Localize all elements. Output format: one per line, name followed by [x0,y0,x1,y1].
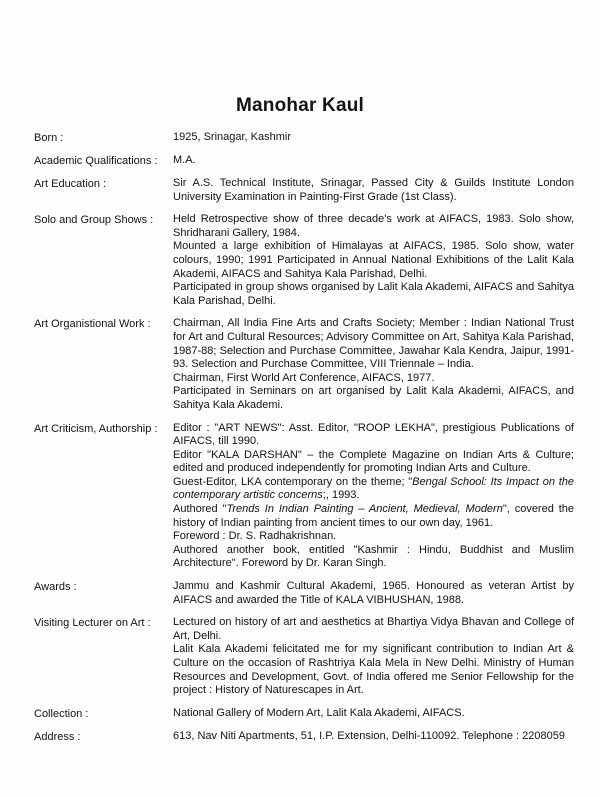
paragraph-text: Lalit Kala Akademi felicitated me for my significant contribution to Indian Art & Culture on the occasion of Rashtriya Kala Mela in New Delhi. Ministry of Human Resources and Development, Govt. of India offered me Senior Fellowship for the project : History of Naturescapes in Art. [173,643,574,697]
paragraph-text: ;, 1993. [322,489,360,502]
entry-label: Art Education : [34,178,107,190]
entry-paragraph [173,281,574,308]
entry-label: Art Criticism, Authorship : [34,422,158,435]
paragraph-text: National Gallery of Modern Art, Lalit Kala Akademi, AIFACS. [173,706,465,719]
paragraph-text: Chairman, All India Fine Arts and Crafts Society; Member : Indian National Trust for Art and Cultural Resources; Advisory Committee on Art, Sahitya Kala Parishad, 1987-88; Selection and Purchase Committee, Jawahar Kala Kendra, Jaipur, 1991-93. Selection and Purchase Committee, VIII Triennale – India. [173,317,574,371]
page-title: Manohar Kaul [235,95,365,116]
entry-paragraph [173,730,574,744]
paragraph-text: 1925, Srinagar, Kashmir [173,131,292,143]
entry-body [173,580,574,607]
entry-row [34,422,574,572]
entry-row [34,317,574,412]
entry-paragraph [173,131,574,145]
paragraph-text: Guest-Editor, LKA contemporary on the theme; " [173,475,413,488]
entry-body [173,177,574,204]
entry-label: Collection : [34,707,89,720]
entry-label: Art Organistional Work : [34,318,151,331]
entry-paragraph [173,177,574,204]
entry-row [34,177,574,204]
entry-body [173,616,574,698]
paragraph-text: M.A. [173,154,196,166]
entry-label: Visiting Lecturer on Art : [34,617,151,630]
entry-body [173,317,574,412]
entry-label: Born : [34,132,64,144]
entry-paragraph [173,385,574,412]
entry-paragraph [173,240,574,281]
entry-label: Address : [34,730,81,743]
entry-row [34,131,574,145]
entry-body [173,730,574,744]
entry-paragraph [173,476,574,503]
paragraph-text: Chairman, First World Art Conference, AIFACS, 1977. [173,371,435,384]
paragraph-text: ", covered the history of Indian painting from ancient times to our own day, 1961. [173,503,575,529]
entry-row [34,580,574,607]
paragraph-text: Sir A.S. Technical Institute, Srinagar, Passed City & Guilds Institute London University Examination in Painting-First Grade (1st Class). [173,177,574,203]
paragraph-text: Mounted a large exhibition of Himalayas at AIFACS, 1985. Solo show, water colours, 1990; 1991 Participated in Annual National Exhibitions of the Lalit Kala Akademi, AIFACS and Sahitya Kala Parishad, Delhi. [173,240,574,280]
entry-paragraph [173,449,574,476]
entry-label: Solo and Group Shows : [34,214,154,227]
entry-label: Academic Qualifications : [34,155,158,167]
entry-row [34,707,574,721]
entry-paragraph [173,154,574,168]
entry-row [34,154,574,168]
entry-label: Awards : [34,581,77,594]
paragraph-text: Authored another book, entitled "Kashmir : Hindu, Buddhist and Muslim Architecture". Foreword by Dr. Karan Singh. [173,543,574,570]
biography-entries [34,131,574,753]
entry-body [173,154,574,168]
entry-body [173,422,574,572]
entry-paragraph [173,372,574,386]
entry-body [173,707,574,721]
entry-paragraph [173,707,574,721]
entry-body [173,213,574,308]
paragraph-text: Participated in group shows organised by Lalit Kala Akademi, AIFACS and Sahitya Kala Parishad, Delhi. [173,281,574,307]
entry-paragraph [173,580,574,607]
paragraph-text: 613, Nav Niti Apartments, 51, I.P. Extension, Delhi-110092. Telephone : 2208059 [173,729,565,742]
paragraph-text: Held Retrospective show of three decade's work at AIFACS, 1983. Solo show, Shridharani Gallery, 1984. [173,213,574,239]
paragraph-text: Editor : "ART NEWS": Asst. Editor, "ROOP LEKHA", prestigious Publications of AIFACS, till 1990. [173,421,574,448]
entry-paragraph [173,643,574,697]
entry-row [34,616,574,698]
italic-title: Bengal School: Its Impact on the contemporary artistic concerns [173,475,574,502]
entry-paragraph [173,213,574,240]
paragraph-text: Jammu and Kashmir Cultural Akademi, 1965. Honoured as veteran Artist by AIFACS and awarded the Title of KALA VIBHUSHAN, 1988. [173,580,574,606]
paragraph-text: Authored " [173,503,227,516]
entry-body [173,131,574,145]
paragraph-text: Editor "KALA DARSHAN" – the Complete Magazine on Indian Arts & Culture; edited and produced independently for promoting Indian Arts and Culture. [173,448,574,475]
paragraph-text: Foreword : Dr. S. Radhakrishnan. [173,530,337,543]
entry-paragraph [173,616,574,643]
entry-row [34,213,574,308]
paragraph-text: Lectured on history of art and aesthetics at Bhartiya Vidya Bhavan and College of Art, Delhi. [173,616,574,642]
entry-paragraph [173,317,574,371]
paragraph-text: Participated in Seminars on art organised by Lalit Kala Akademi, AIFACS, and Sahitya Kala Akademi. [173,385,574,411]
entry-paragraph [173,422,574,449]
entry-paragraph [173,530,574,544]
italic-title: Trends In Indian Painting – Ancient, Medieval, Modern [226,503,503,516]
entry-paragraph [173,544,574,571]
entry-paragraph [173,503,574,530]
entry-row [34,730,574,744]
